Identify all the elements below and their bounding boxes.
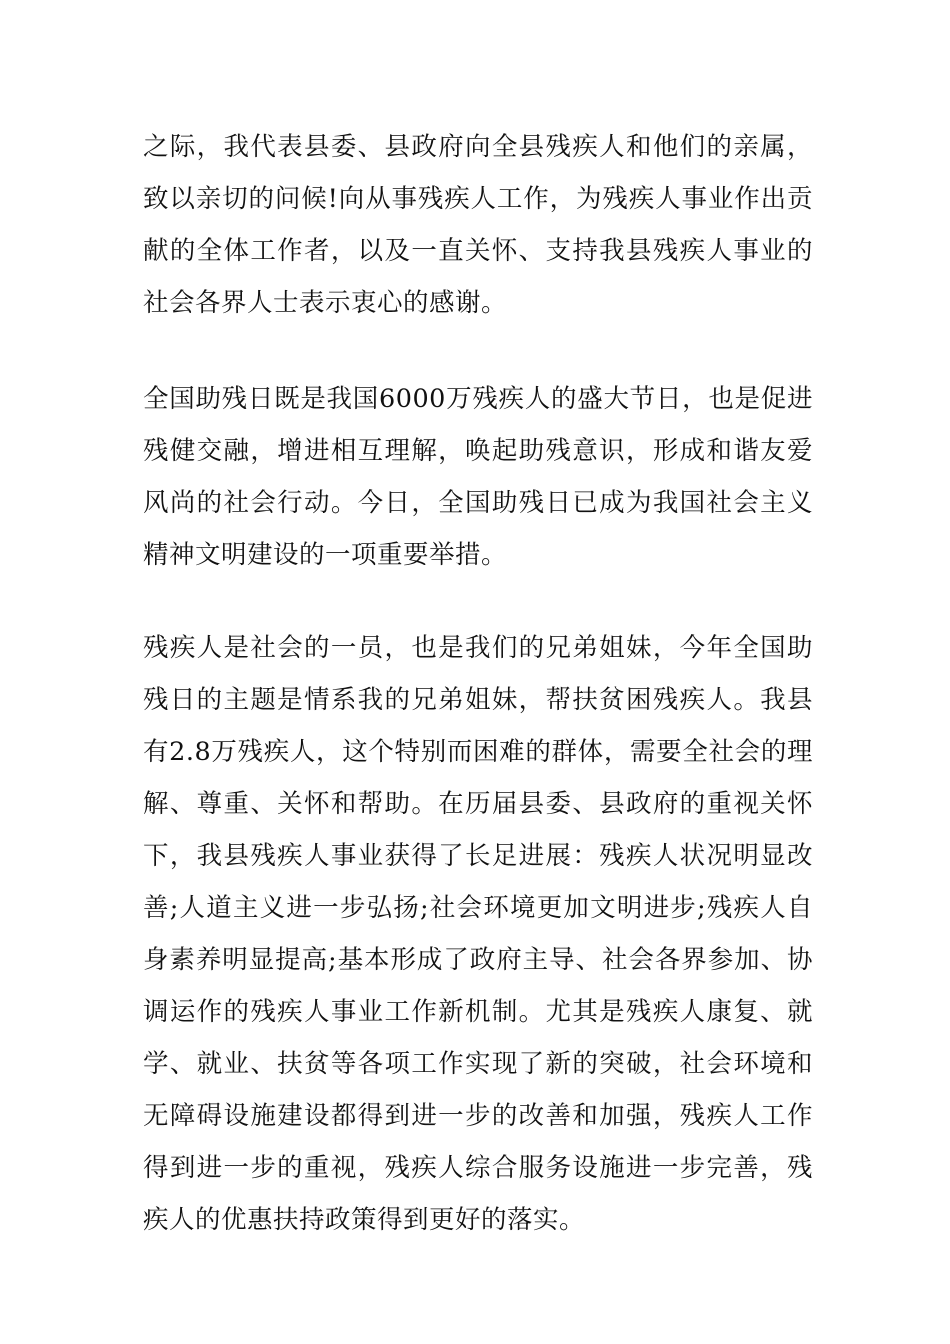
paragraph-greeting	[143, 121, 813, 329]
text-line: 善;人道主义进一步弘扬;社会环境更加文明进步;残疾人自	[143, 893, 813, 923]
text-line: 得到进一步的重视，残疾人综合服务设施进一步完善，残	[143, 1153, 813, 1183]
text-line: 之际，我代表县委、县政府向全县残疾人和他们的亲属，	[143, 132, 813, 162]
text-line: 残日的主题是情系我的兄弟姐妹，帮扶贫困残疾人。我县	[143, 685, 813, 715]
text-line: 残疾人是社会的一员，也是我们的兄弟姐妹，今年全国助	[143, 633, 813, 663]
text-line: 残健交融，增进相互理解，唤起助残意识，形成和谐友爱	[143, 436, 813, 466]
paragraph-county-progress	[143, 622, 813, 1246]
text-line: 疾人的优惠扶持政策得到更好的落实。	[143, 1205, 586, 1235]
text-line: 致以亲切的问候!向从事残疾人工作，为残疾人事业作出贡	[143, 184, 813, 214]
text-line: 调运作的残疾人事业工作新机制。尤其是残疾人康复、就	[143, 997, 813, 1027]
text-line: 献的全体工作者，以及一直关怀、支持我县残疾人事业的	[143, 236, 813, 266]
text-line: 有2.8万残疾人，这个特别而困难的群体，需要全社会的理	[143, 737, 813, 767]
text-line: 无障碍设施建设都得到进一步的改善和加强，残疾人工作	[143, 1101, 813, 1131]
text-line: 全国助残日既是我国6000万残疾人的盛大节日，也是促进	[143, 384, 813, 414]
text-line: 风尚的社会行动。今日，全国助残日已成为我国社会主义	[143, 488, 813, 518]
text-line: 社会各界人士表示衷心的感谢。	[143, 288, 508, 318]
paragraph-disability-day	[143, 373, 813, 581]
text-line: 身素养明显提高;基本形成了政府主导、社会各界参加、协	[143, 945, 813, 975]
text-line: 下，我县残疾人事业获得了长足进展：残疾人状况明显改	[143, 841, 813, 871]
text-line: 学、就业、扶贫等各项工作实现了新的突破，社会环境和	[143, 1049, 813, 1079]
text-line: 精神文明建设的一项重要举措。	[143, 540, 508, 570]
text-line: 解、尊重、关怀和帮助。在历届县委、县政府的重视关怀	[143, 789, 813, 819]
